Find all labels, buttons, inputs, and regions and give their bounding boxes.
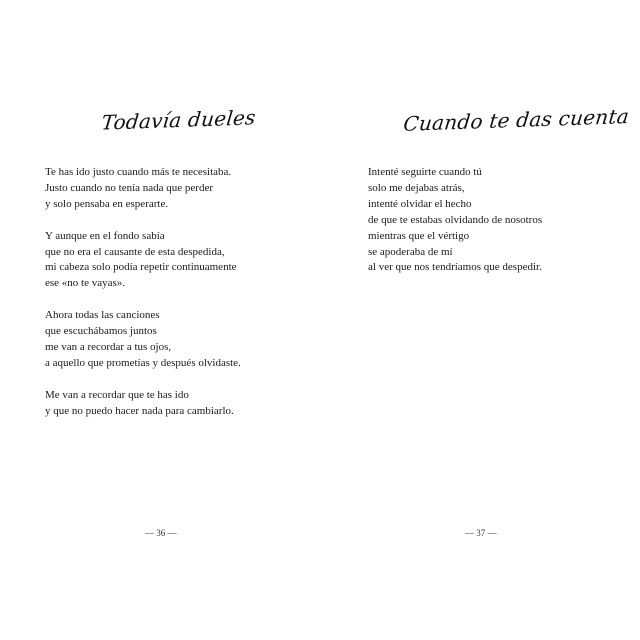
poem-line: Y aunque en el fondo sabía <box>45 229 165 242</box>
poem-line: se apoderaba de mí <box>368 245 453 258</box>
poem-line: Ahora todas las canciones <box>45 309 160 322</box>
poem-body <box>45 165 241 435</box>
poem-title: Todavía dueles <box>100 105 257 135</box>
poem-body <box>368 165 542 292</box>
page-number: — 36 — <box>145 528 177 538</box>
stanza <box>45 165 241 213</box>
stanza <box>45 229 241 293</box>
poem-line: me van a recordar a tus ojos, <box>45 340 172 353</box>
poem-line: y que no puedo hacer nada para cambiarlo. <box>45 404 234 417</box>
poem-line: que no era el causante de esta despedida, <box>45 245 225 258</box>
poem-line: de que te estabas olvidando de nosotros <box>368 213 543 226</box>
poem-line: ese «no te vayas». <box>45 277 126 290</box>
stanza <box>368 165 542 276</box>
poem-line: mi cabeza solo podía repetir continuamente <box>45 261 237 274</box>
poem-title: Cuando te das cuenta <box>402 104 631 136</box>
poem-line: al ver que nos tendríamos que despedir. <box>368 261 542 274</box>
page-number: — 37 — <box>465 528 497 538</box>
poem-line: Intenté seguirte cuando tú <box>368 166 482 178</box>
poem-line: mientras que el vértigo <box>368 229 470 242</box>
poem-line: y solo pensaba en esperarte. <box>45 197 169 210</box>
poem-line: solo me dejabas atrás, <box>368 181 465 194</box>
right-page <box>320 0 640 640</box>
poem-line: a aquello que prometías y después olvidaste. <box>45 356 241 369</box>
poem-line: Te has ido justo cuando más te necesitaba. <box>45 166 232 178</box>
poem-line: intenté olvidar el hecho <box>368 197 472 210</box>
stanza <box>45 388 241 420</box>
poem-line: que escuchábamos juntos <box>45 325 157 338</box>
poem-line: Justo cuando no tenía nada que perder <box>45 181 213 194</box>
poem-line: Me van a recordar que te has ido <box>45 388 189 401</box>
stanza <box>45 308 241 372</box>
